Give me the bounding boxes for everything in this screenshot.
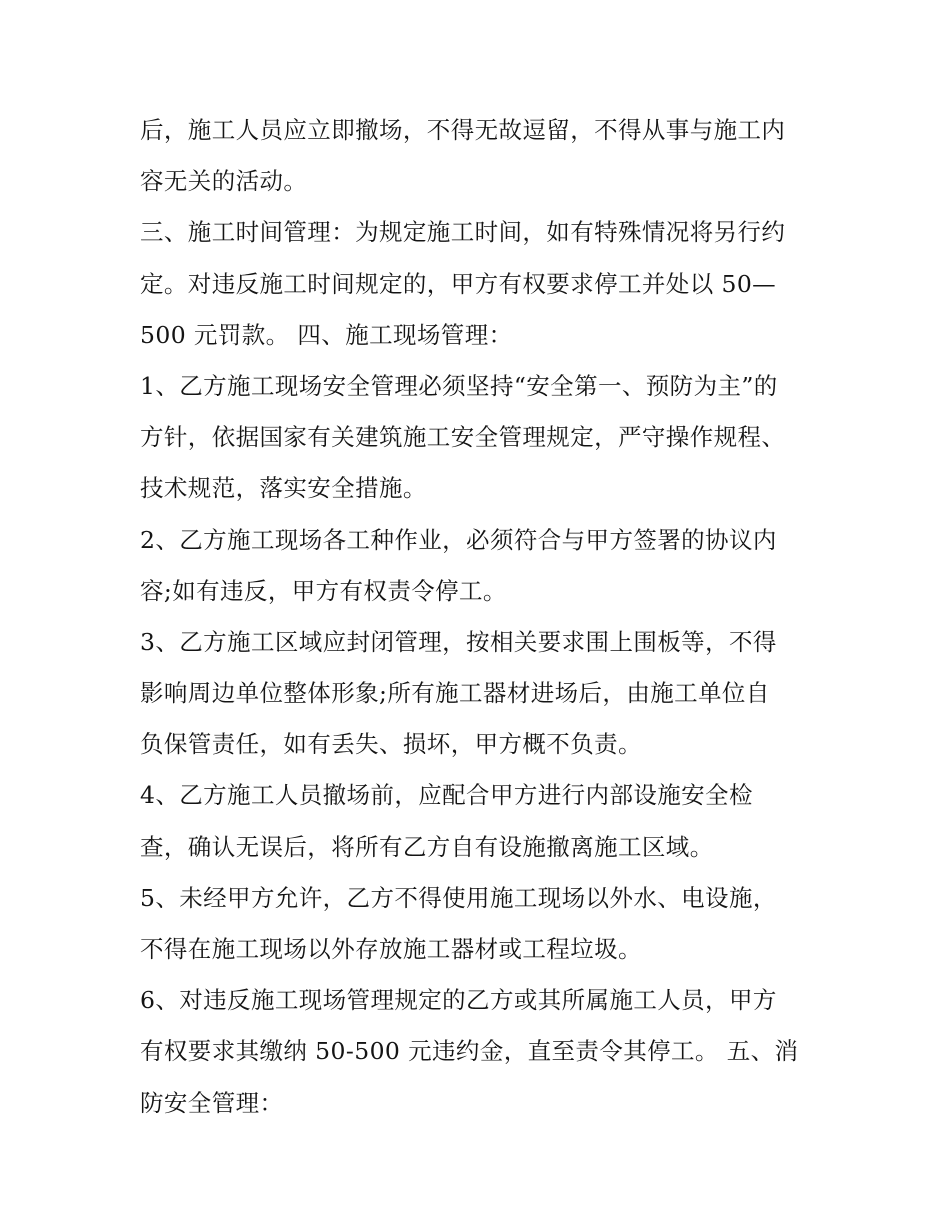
text-line: 负保管责任，如有丢失、损坏，甲方概不负责。 [140,730,642,759]
text-line: 技术规范，落实安全措施。 [140,474,427,503]
section-heading-line: 三、施工时间管理：为规定施工时间，如有特殊情况将另行约 [140,218,786,247]
text-line: 不得在施工现场以外存放施工器材或工程垃圾。 [140,935,642,963]
text-line: 定。对违反施工时间规定的，甲方有权要求停工并处以 50— [140,269,777,298]
list-item-line: 2、乙方施工现场各工种作业，必须符合与甲方签署的协议内 [140,525,777,554]
list-item-line: 3、乙方施工区域应封闭管理，按相关要求围上围板等，不得 [140,627,777,656]
text-line: 影响周边单位整体形象;所有施工器材进场后，由施工单位自 [140,679,770,708]
list-item-line: 1、乙方施工现场安全管理必须坚持“安全第一、预防为主”的 [140,371,778,400]
text-line: 有权要求其缴纳 50-500 元违约金，直至责令其停工。 五、消 [140,1037,799,1066]
text-line: 方针，依据国家有关建筑施工安全管理规定，严守操作规程、 [140,423,786,452]
text-line: 防安全管理： [140,1088,284,1117]
list-item-line: 4、乙方施工人员撤场前，应配合甲方进行内部设施安全检 [140,781,753,810]
text-line: 容无关的活动。 [140,167,308,196]
list-item-line: 5、未经甲方允许，乙方不得使用施工现场以外水、电设施， [140,883,777,912]
text-line: 查，确认无误后，将所有乙方自有设施撤离施工区域。 [140,832,714,861]
text-line: 后，施工人员应立即撤场，不得无故逗留，不得从事与施工内 [140,116,786,144]
text-line: 容;如有违反，甲方有权责令停工。 [140,576,507,605]
section-heading-line: 500 元罚款。 四、施工现场管理： [140,320,513,349]
list-item-line: 6、对违反施工现场管理规定的乙方或其所属施工人员，甲方 [140,986,777,1015]
document-body [140,105,820,1129]
